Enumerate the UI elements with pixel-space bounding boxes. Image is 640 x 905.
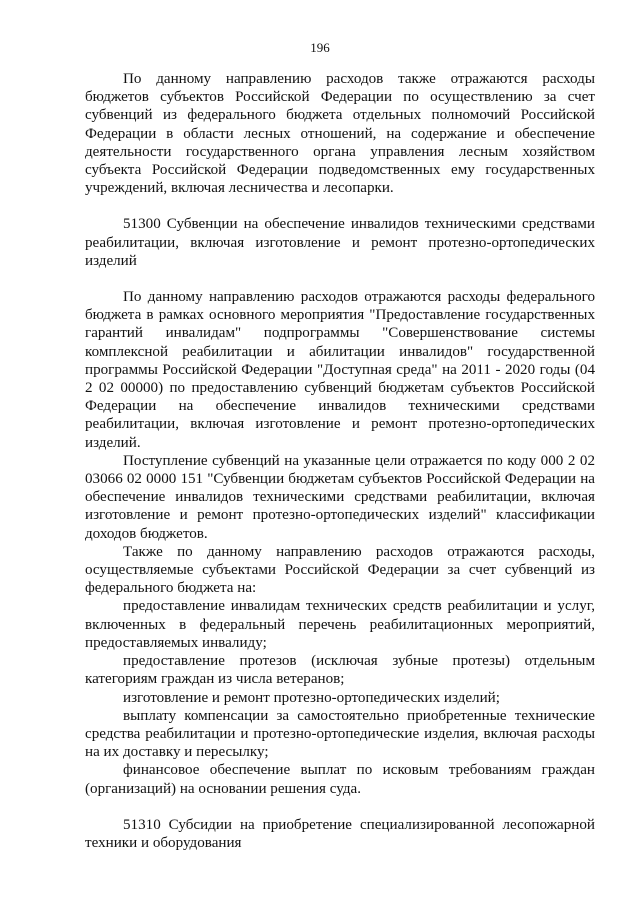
paragraph-subject-expenses-intro: Также по данному направлению расходов отражаются расходы, осуществляемые субъектами Российской Федерации за счет субвенций из федерального бюджета на:	[85, 543, 595, 597]
list-item-court-claims: финансовое обеспечение выплат по исковым требованиям граждан (организаций) на основании решения суда.	[85, 762, 595, 797]
section-heading-51310: 51310 Субсидии на приобретение специализированной лесопожарной техники и оборудования	[85, 816, 595, 851]
paragraph-forestry-expenses: По данному направлению расходов также отражаются расходы бюджетов субъектов Российской Федерации по осуществлению за счет субвенций из федерального бюджета отдельных полномочий Российской Федерации в области лесных отношений, на содержание и обеспечение деятельности государственного органа управления лесным хозяйством субъекта Российской Федерации подведомственных ему государственных учреждений, включая лесничества и лесопарки.	[85, 71, 595, 197]
page-number: 196	[310, 40, 330, 55]
paragraph-subvention-receipt: Поступление субвенций на указанные цели отражается по коду 000 2 02 03066 02 0000 151 "Субвенции бюджетам субъектов Российской Федерации на обеспечение инвалидов техническими средствами реабилитации, включая изготовление и ремонт протезно-ортопедических изделий" классификации доходов бюджетов.	[85, 452, 595, 542]
list-item-technical-means: предоставление инвалидам технических средств реабилитации и услуг, включенных в федеральный перечень реабилитационных мероприятий, предоставляемых инвалиду;	[85, 598, 595, 651]
list-item-compensation: выплату компенсации за самостоятельно приобретенные технические средства реабилитации и протезно-ортопедические изделия, включая расходы на их доставку и пересылку;	[85, 707, 595, 761]
paragraph-federal-expenses: По данному направлению расходов отражаются расходы федерального бюджета в рамках основного мероприятия "Предоставление государственных гарантий инвалидам" подпрограммы "Совершенствование системы комплексной реабилитации и абилитации инвалидов" государственной программы Российской Федерации "Доступная среда" на 2011 - 2020 годы (04 2 02 00000) по предоставлению субвенций бюджетам субъектов Российской Федерации на обеспечение инвалидов техническими средствами реабилитации, включая изготовление и ремонт протезно-ортопедических изделий.	[85, 289, 595, 451]
document-body	[85, 70, 595, 852]
list-item-manufacture-repair: изготовление и ремонт протезно-ортопедических изделий;	[123, 689, 500, 706]
list-item-prostheses: предоставление протезов (исключая зубные протезы) отдельным категориям граждан из числа ветеранов;	[85, 653, 595, 688]
section-heading-51300: 51300 Субвенции на обеспечение инвалидов техническими средствами реабилитации, включая изготовление и ремонт протезно-ортопедических изделий	[85, 216, 595, 269]
